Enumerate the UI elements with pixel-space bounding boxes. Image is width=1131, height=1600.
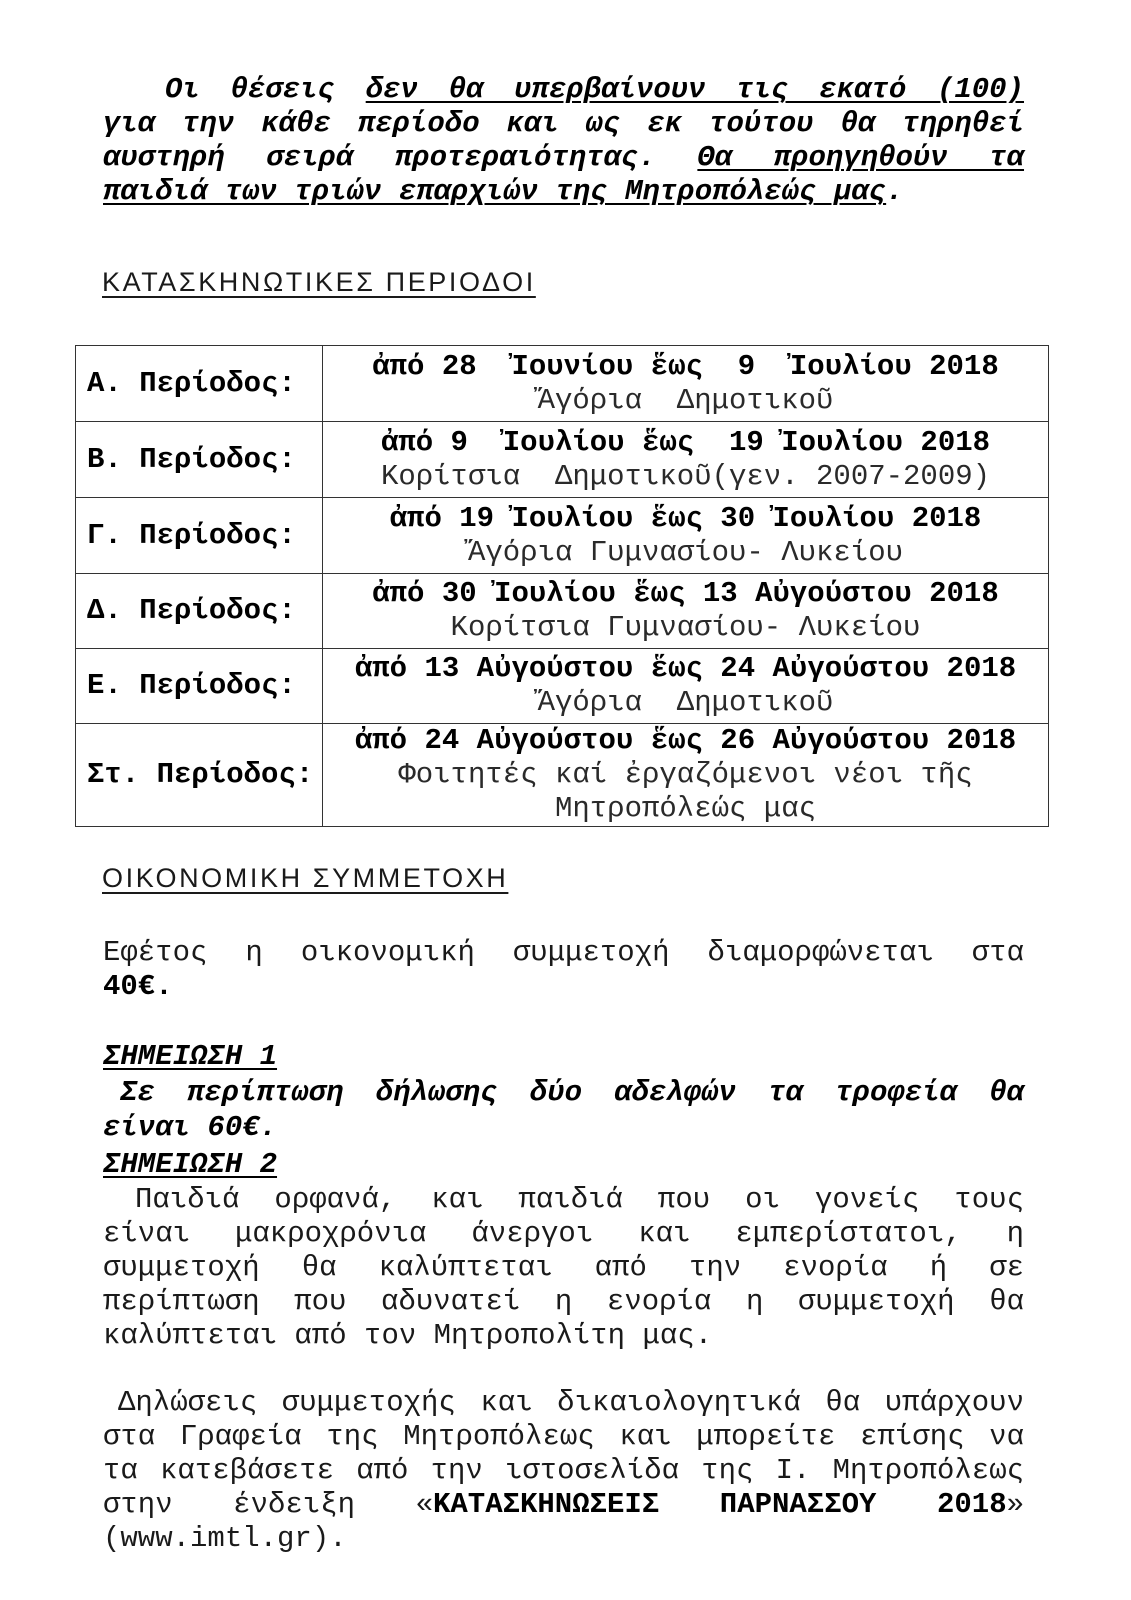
period-label: Α. Περίοδος: — [76, 346, 323, 422]
intro-line — [103, 107, 1024, 141]
note1-line — [103, 1110, 1024, 1145]
period-group: Φοιτητές καί ἐργαζόμενοι νέοι τῆς Μητροπόλεώς μας — [398, 758, 991, 825]
period-label: Β. Περίοδος: — [76, 422, 323, 498]
note1-label: ΣΗΜΕΙΩΣΗ 1 — [103, 1040, 278, 1073]
periods-table — [75, 345, 1049, 827]
intro-line — [103, 175, 1024, 209]
applications-text: στην ένδειξη — [103, 1488, 355, 1521]
period-group: Κορίτσια Γυμνασίου- Λυκείου — [450, 611, 921, 644]
period-dates: ἀπό 24 Αὐγούστου ἕως 26 Αὐγούστου 2018 — [354, 724, 1017, 757]
fee-paragraph — [103, 936, 1024, 1004]
intro-line — [103, 141, 1024, 175]
period-dates: ἀπό 30 Ἰουλίου ἕως 13 Αὐγούστου 2018 — [372, 577, 999, 610]
note2-line — [103, 1285, 1024, 1319]
note2-line — [103, 1217, 1024, 1251]
periods-heading — [102, 264, 536, 300]
intro-text: αυστηρή σειρά προτεραιότητας. — [103, 141, 656, 174]
intro-underlined-text: παιδιά των τριών επαρχιών της Μητροπόλεώς μας — [103, 175, 887, 208]
note2-text: Παιδιά ορφανά, και παιδιά που οι γονείς τους — [135, 1183, 1024, 1216]
table-row — [76, 574, 1049, 649]
intro-underlined-text: δεν θα υπερβαίνουν τις εκατό (100) — [365, 73, 1024, 106]
table-row — [76, 498, 1049, 574]
website-text: (www.imtl.gr). — [103, 1522, 347, 1555]
period-dates: ἀπό 9 Ἰουλίου ἕως 19 Ἰουλίου 2018 — [380, 425, 991, 459]
note1-line — [103, 1075, 1024, 1110]
note2-line — [103, 1319, 1024, 1353]
quote-close: » — [1006, 1488, 1024, 1521]
note2-text: συμμετοχή θα καλύπτεται από την ενορία ή σε — [103, 1251, 1024, 1284]
note2-label-line — [103, 1148, 1024, 1182]
table-row — [76, 422, 1049, 498]
applications-line — [103, 1386, 1024, 1420]
note2-label: ΣΗΜΕΙΩΣΗ 2 — [103, 1148, 278, 1181]
note2-text: καλύπτεται από τον Μητροπολίτη μας. — [103, 1319, 713, 1352]
applications-line — [103, 1522, 1024, 1556]
period-group: Κορίτσια Δημοτικοῦ(γεν. 2007-2009) — [380, 459, 991, 493]
period-label: Γ. Περίοδος: — [76, 498, 323, 574]
period-dates: ἀπό 19 Ἰουλίου ἕως 30 Ἰουλίου 2018 — [389, 501, 982, 535]
note2-line — [103, 1251, 1024, 1285]
period-group: Ἄγόρια Γυμνασίου- Λυκείου — [467, 535, 904, 569]
period-group: Ἄγόρια Δημοτικοῦ — [537, 383, 834, 417]
section-name: ΚΑΤΑΣΚΗΝΩΣΕΙΣ ΠΑΡΝΑΣΣΟΥ 2018 — [432, 1488, 1007, 1521]
intro-paragraph — [103, 73, 1024, 209]
fee-heading-text: ΟΙΚΟΝΟΜΙΚΗ ΣΥΜΜΕΤΟΧΗ — [102, 863, 509, 893]
note1-label-row — [103, 1040, 1024, 1074]
note1-paragraph — [103, 1075, 1024, 1145]
period-group: Ἄγόρια Δημοτικοῦ — [537, 686, 834, 719]
table-row — [76, 649, 1049, 724]
applications-line — [103, 1488, 1024, 1522]
period-dates: ἀπό 13 Αὐγούστου ἕως 24 Αὐγούστου 2018 — [354, 652, 1017, 685]
intro-text: Οι θέσεις — [165, 73, 335, 106]
period-dates: ἀπό 28 Ἰουνίου ἕως 9 Ἰουλίου 2018 — [372, 349, 999, 383]
note2-text: είναι μακροχρόνια άνεργοι και εμπερίστατοι, η — [103, 1217, 1024, 1250]
table-row — [76, 346, 1049, 422]
note2-text: περίπτωση που αδυνατεί η ενορία η συμμετοχή θα — [103, 1285, 1024, 1318]
intro-text: για την κάθε περίοδο και ως εκ τούτου θα τηρηθεί — [103, 107, 1024, 140]
table-row — [76, 724, 1049, 827]
period-label: Δ. Περίοδος: — [76, 574, 323, 649]
fee-heading — [102, 860, 508, 896]
fee-amount: 40€. — [103, 970, 173, 1003]
period-details — [323, 724, 1049, 827]
intro-line — [103, 73, 1024, 107]
note2-label-row — [103, 1148, 1024, 1182]
note2-paragraph — [103, 1183, 1024, 1353]
intro-text: . — [886, 175, 904, 208]
note1-text: Σε περίπτωση δήλωσης δύο αδελφών τα τροφεία θα — [120, 1076, 1024, 1109]
period-details — [323, 346, 1049, 422]
fee-text: Εφέτος η οικονομική συμμετοχή διαμορφώνεται στα — [103, 936, 1024, 969]
period-details — [323, 422, 1049, 498]
applications-text: τα κατεβάσετε από την ιστοσελίδα της Ι. Μητροπόλεως — [103, 1454, 1024, 1487]
periods-heading-text: ΚΑΤΑΣΚΗΝΩΤΙΚΕΣ ΠΕΡΙΟΔΟΙ — [102, 267, 536, 297]
period-details — [323, 649, 1049, 724]
note1-label-line — [103, 1040, 1024, 1074]
fee-line — [103, 936, 1024, 970]
period-label: Ε. Περίοδος: — [76, 649, 323, 724]
note1-text: είναι 60€. — [103, 1111, 278, 1144]
period-details — [323, 574, 1049, 649]
period-label: Στ. Περίοδος: — [76, 724, 323, 827]
note2-line — [103, 1183, 1024, 1217]
applications-paragraph — [103, 1386, 1024, 1556]
applications-text: Δηλώσεις συμμετοχής και δικαιολογητικά θα υπάρχουν — [118, 1386, 1024, 1419]
period-details — [323, 498, 1049, 574]
applications-text: στα Γραφεία της Μητροπόλεως και μπορείτε επίσης να — [103, 1420, 1024, 1453]
applications-line — [103, 1454, 1024, 1488]
intro-underlined-text: Θα προηγηθούν τα — [697, 141, 1025, 174]
applications-line — [103, 1420, 1024, 1454]
quote-open: « — [415, 1488, 433, 1521]
fee-line — [103, 970, 1024, 1004]
